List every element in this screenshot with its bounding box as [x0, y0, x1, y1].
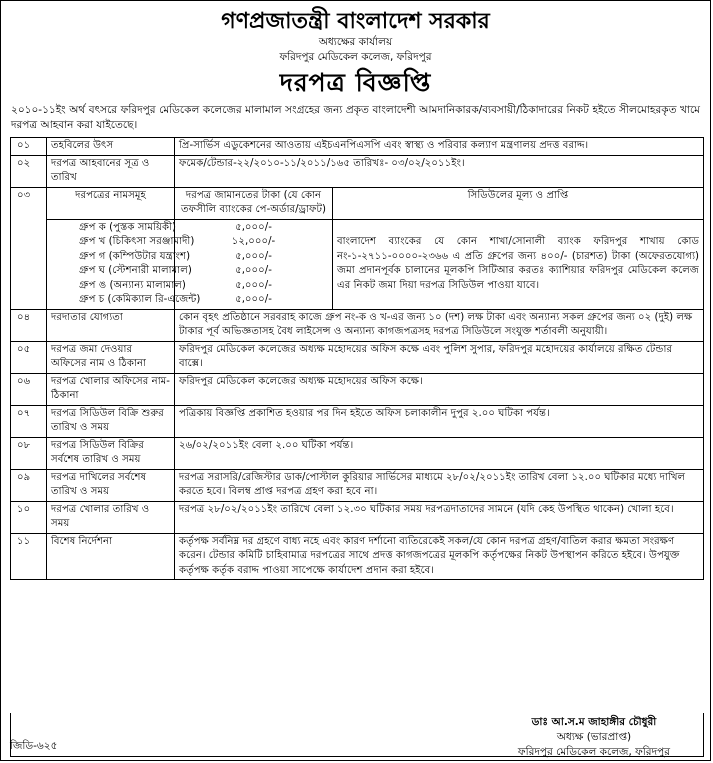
group-name: গ্রুপ ঘ (স্টেশনারী মালামাল) [79, 265, 192, 276]
row-number: ০৯ [11, 469, 47, 501]
college-name: ফরিদপুর মেডিকেল কলেজ, ফরিদপুর [279, 51, 432, 63]
row-number: ০৭ [11, 405, 47, 437]
row-value: ফরিদপুর মেডিকেল কলেজের অধ্যক্ষ মহোদয়ের অফিস কক্ষে এবং পুলিশ সুপার, ফরিদপুর মহোদয়ের কার্যালয়ে রক্ষিত টেন্ডার বাক্সে। [175, 341, 704, 373]
table-row [11, 309, 704, 341]
row-value: প্রি-সার্ভিস এডুকেশনের আওতায় এইচএনপিএসপি এবং স্বাস্থ্য ও পরিবার কল্যাণ মন্ত্রণালয় প্রদত্ত বরাদ্দ। [175, 138, 704, 156]
row-value: ২৬/০২/২০১১ইং বেলা ২.০০ ঘটিকা পর্যন্ত। [175, 437, 704, 469]
row-label: দরপত্র খোলার অফিসের নাম-ঠিকানা [47, 373, 175, 405]
government-name: গণপ্রজাতন্ত্রী বাংলাদেশ সরকার [221, 9, 490, 34]
table-row [11, 187, 704, 219]
row-number: ০৩ [11, 187, 47, 309]
group-name: গ্রুপ ক (পুস্তক সাময়িকী) [79, 221, 176, 233]
row-label: বিশেষ নির্দেশনা [47, 533, 175, 580]
table-row [11, 155, 704, 187]
row-value: কোন বৃহৎ প্রতিষ্ঠানে সরবরাহ কাজে গ্রুপ নং-ক ও খ-এর জন্য ১০ (দশ) লক্ষ টাকা এবং অন্যান্য সকল গ্রুপের জন্য ০২ (দুই) লক্ষ টাকার পূর্ব অভিজ্ঞতাসহ বৈধ লাইসেন্স ও অন্যান্য কাগজপত্রসহ দরপত্র সিডিউলে সংযুক্ত শর্তাবলী অনুযায়ী। [175, 309, 704, 341]
group-name: গ্রুপ খ (চিকিৎসা সরঞ্জামাদী) [79, 236, 195, 247]
notice-title: দরপত্র বিজ্ঞপ্তি [279, 68, 432, 97]
row-label: তহবিলের উৎস [47, 138, 175, 156]
row-value: কর্তৃপক্ষ সর্বনিম্ন দর গ্রহণে বাধ্য নহে এবং কারণ দর্শানো ব্যতিরেকেই সকল/যে কোন দরপত্র গ্রহণ/বাতিল করার ক্ষমতা সংরক্ষণ করেন। টেন্ডার কমিটি চাহিবামাত্র দরপত্রের সাথে প্রদত্ত কাগজপত্রের মূলকপি কর্তৃপক্ষের নিকট উপস্থাপন করিতে হইবে। উপযুক্ত কর্তৃপক্ষ কর্তৃক বরাদ্দ পাওয়া সাপেক্ষে কার্যাদেশ প্রদান করা হইবে। [175, 533, 704, 580]
tender-table [10, 137, 704, 580]
row-label: দরপত্র দাখিলের সর্বশেষ তারিখ ও সময় [47, 469, 175, 501]
schedule-text: বাংলাদেশ ব্যাংকের যে কোন শাখা/সোনালী ব্যাংক ফরিদপুর শাখায় কোড নং-১-২৭১১-০০০০-২৩৬৬ এ প্রতি গ্রুপের জন্য ৪০০/- (চারশত) টাকা (অফেরতযোগ্য) জমা প্রদানপূর্বক চালানের মূলকপি সিটিআর করতঃ ক্যাশিয়ার ফরিদপুর মেডিকেল কলেজ এর নিকট জমা দিয়া দরপত্র সিডিউল পাওয়া যাবে। [333, 219, 704, 309]
row-label: দরপত্র সিডিউল বিক্রি শুরুর তারিখ ও সময় [47, 405, 175, 437]
table-row [11, 469, 704, 501]
row-label: দরপত্র সিডিউল বিক্রির সর্বশেষ তারিখ ও সময় [47, 437, 175, 469]
office-name: অধ্যক্ষের কার্যালয় [318, 36, 393, 48]
table-row [11, 341, 704, 373]
row-number: ০৫ [11, 341, 47, 373]
row-value: দরপত্র ২৮/০২/২০১১ইং তারিখে বেলা ১২.৩০ ঘটিকার সময় দরপত্রদাতাদের সামনে (যদি কেহ উপস্থিত থাকেন) খোলা হবে। [175, 501, 704, 533]
signature-block [518, 715, 670, 760]
row-number: ০২ [11, 155, 47, 187]
group-amount: ৫,০০০/- [235, 294, 272, 305]
group-amount: ৫,০০০/- [235, 250, 272, 262]
group-name: গ্রুপ গ (কম্পিউটার যন্ত্রাংশ) [79, 250, 191, 262]
row-label: দরপত্র আহবানের সূত্র ও তারিখ [47, 155, 175, 187]
column-header: দরপত্রের নামসমূহ [47, 187, 175, 219]
notice-header [1, 9, 710, 99]
group-amount: ৫,০০০/- [235, 279, 272, 291]
row-value: দরপত্র সরাসরি/রেজিস্টার ডাক/পোস্টাল কুরিয়ার সার্ভিসের মাধ্যমে ২৮/০২/২০১১ইং তারিখ বেলা ১২.০০ ঘটিকার মধ্যে দাখিল করতে হবে। বিলম্ব প্রাপ্ত দরপত্র গ্রহণ করা হবে না। [175, 469, 704, 501]
group-amount: ৫,০০০/- [235, 265, 272, 276]
column-header: দরপত্র জামানতের টাকা (যে কোন তফসীলি ব্যাংকের পে-অর্ডার/ড্রাফট) [175, 187, 333, 219]
row-value: পত্রিকায় বিজ্ঞপ্তি প্রকাশিত হওয়ার পর দিন হইতে অফিস চলাকালীন দুপুর ২.০০ ঘটিকা পর্যন্ত। [175, 405, 704, 437]
row-number: ০৬ [11, 373, 47, 405]
signatory-designation: অধ্যক্ষ (ভারপ্রাপ্ত) [556, 731, 632, 743]
table-row [11, 437, 704, 469]
table-row [11, 405, 704, 437]
row-number: ১১ [11, 533, 47, 580]
table-row [11, 138, 704, 156]
group-amount: ৫,০০০/- [235, 221, 272, 233]
intro-text: ২০১০-১১ইং অর্থ বৎসরে ফরিদপুর মেডিকেল কলেজের মালামাল সংগ্রহের জন্য প্রকৃত বাংলাদেশী আমদানিকারক/ব্যবসায়ী/ঠিকাদারের নিকট হইতে সীলমোহরকৃত খামে দরপত্র আহবান করা যাইতেছে। [11, 104, 700, 131]
row-label: দরদাতার যোগ্যতা [47, 309, 175, 341]
row-number: ০৮ [11, 437, 47, 469]
signatory-college: ফরিদপুর মেডিকেল কলেজ, ফরিদপুর [517, 746, 670, 758]
row-label: দরপত্র জমা দেওয়ার অফিসের নাম ও ঠিকানা [47, 341, 175, 373]
table-row [11, 533, 704, 580]
signatory-name: ডাঃ আ.স.ম জাহাঙ্গীর চৌধুরী [531, 716, 657, 728]
table-row [11, 501, 704, 533]
table-row [11, 219, 704, 309]
group-name: গ্রুপ ঙ (অন্যান্য মালামাল) [79, 279, 186, 291]
table-row [11, 373, 704, 405]
row-number: ১০ [11, 501, 47, 533]
group-name: গ্রুপ চ (কেমিক্যাল রি-এজেন্ট) [79, 294, 201, 305]
row-value: ফরিদপুর মেডিকেল কলেজের অধ্যক্ষ মহোদয়ের অফিস কক্ষে। [175, 373, 704, 405]
group-amount: ১২,০০০/- [231, 236, 276, 247]
row-value: ফমেক/টেন্ডার-২২/২০১০-১১/২০১১/১৬৫ তারিখঃ- ০৩/০২/২০১১ইং। [175, 155, 704, 187]
notice-code: জিডি-৬২৫ [10, 740, 58, 752]
row-label: দরপত্র খোলার তারিখ ও সময় [47, 501, 175, 533]
row-number: ০১ [11, 138, 47, 156]
group-list [47, 219, 201, 309]
row-number: ০৪ [11, 309, 47, 341]
column-header: সিডিউলের মূল্য ও প্রাপ্তি [333, 187, 704, 219]
